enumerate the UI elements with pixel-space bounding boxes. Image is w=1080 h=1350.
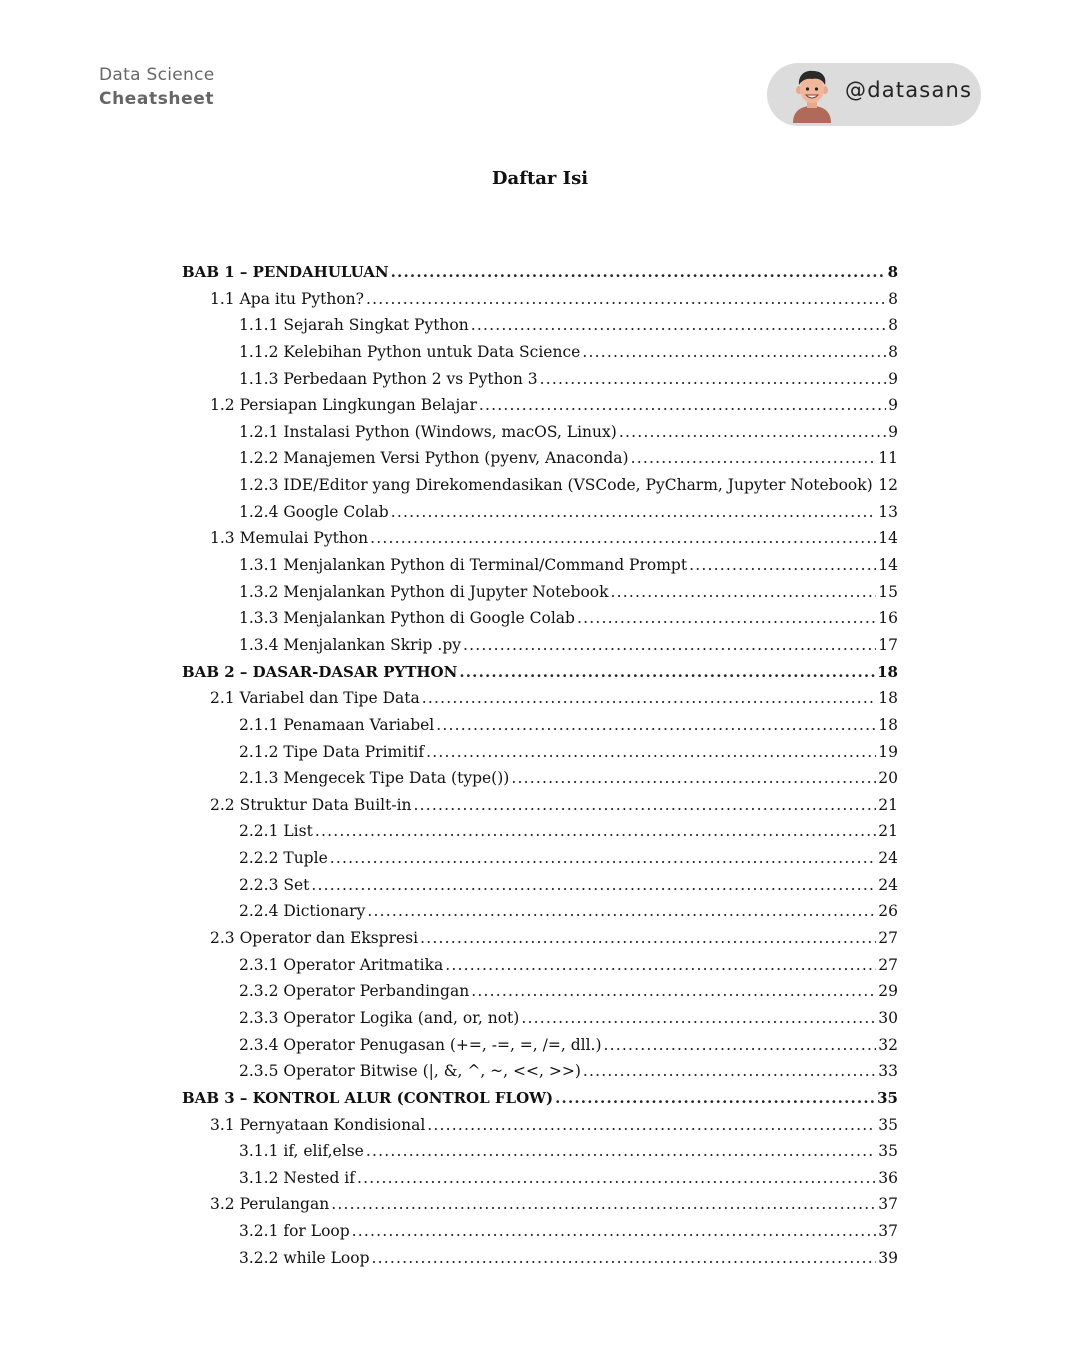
dot-leader	[875, 472, 877, 499]
toc-entry-page: 27	[878, 929, 898, 948]
toc-entry-label: 1.2 Persiapan Lingkungan Belajar	[210, 396, 477, 415]
toc-entry[interactable]	[182, 579, 898, 606]
toc-entry-page: 8	[888, 342, 898, 361]
toc-entry-label: 2.2.4 Dictionary	[239, 902, 366, 921]
toc-entry[interactable]	[182, 1112, 898, 1139]
dot-leader	[427, 1112, 876, 1139]
dot-leader	[436, 712, 876, 739]
dot-leader	[414, 792, 877, 819]
toc-entry[interactable]	[182, 312, 898, 339]
toc-entry-label: 2.3.2 Operator Perbandingan	[239, 982, 470, 1001]
dot-leader	[471, 978, 876, 1005]
toc-entry[interactable]	[182, 872, 898, 899]
dot-leader	[479, 392, 886, 419]
toc-entry-label: 1.3.1 Menjalankan Python di Terminal/Command Prompt	[239, 556, 688, 575]
toc-entry-label: BAB 1 – PENDAHULUAN	[182, 263, 389, 281]
toc-entry[interactable]	[182, 1218, 898, 1245]
toc-entry[interactable]	[182, 1165, 898, 1192]
dot-leader	[420, 925, 876, 952]
toc-entry-page: 37	[878, 1195, 898, 1214]
toc-entry-page: 26	[878, 902, 898, 921]
toc-entry-label: 3.2.1 for Loop	[239, 1222, 350, 1241]
dot-leader	[619, 419, 886, 446]
toc-entry-label: 1.1.2 Kelebihan Python untuk Data Science	[239, 342, 581, 361]
dot-leader	[445, 952, 876, 979]
toc-entry[interactable]	[182, 525, 898, 552]
toc-entry-page: 35	[877, 1088, 898, 1107]
dot-leader	[372, 1245, 877, 1272]
toc-entry-label: 1.2.3 IDE/Editor yang Direkomendasikan (VSCode, PyCharm, Jupyter Notebook)	[239, 476, 873, 495]
toc-entry-page: 27	[878, 955, 898, 974]
toc-entry-label: 1.2.4 Google Colab	[239, 502, 389, 521]
dot-leader	[367, 898, 876, 925]
dot-leader	[631, 445, 877, 472]
dot-leader	[689, 552, 876, 579]
toc-entry-label: 1.2.2 Manajemen Versi Python (pyenv, Anaconda)	[239, 449, 629, 468]
dot-leader	[366, 1138, 876, 1165]
toc-entry-page: 18	[878, 689, 898, 708]
toc-entry-page: 16	[878, 609, 898, 628]
toc-entry-page: 8	[887, 263, 898, 281]
toc-entry-page: 18	[878, 715, 898, 734]
toc-entry[interactable]	[182, 286, 898, 313]
dot-leader	[582, 339, 886, 366]
toc-entry-label: 2.2.1 List	[239, 822, 313, 841]
toc-entry-label: 2.1.2 Tipe Data Primitif	[239, 742, 425, 761]
toc-entry-label: 1.1.3 Perbedaan Python 2 vs Python 3	[239, 369, 538, 388]
toc-entry[interactable]	[182, 366, 898, 393]
toc-entry-page: 32	[878, 1035, 898, 1054]
toc-entry-page: 20	[878, 769, 898, 788]
dot-leader	[521, 1005, 876, 1032]
toc-entry[interactable]	[182, 925, 898, 952]
toc-entry[interactable]	[182, 605, 898, 632]
dot-leader	[366, 286, 886, 313]
toc-entry-label: 1.2.1 Instalasi Python (Windows, macOS, Linux)	[239, 422, 617, 441]
toc-entry[interactable]	[182, 259, 898, 286]
toc-entry-label: 2.1.1 Penamaan Variabel	[239, 715, 435, 734]
table-of-contents	[182, 259, 898, 1271]
dot-leader	[540, 366, 886, 393]
toc-entry[interactable]	[182, 445, 898, 472]
toc-entry-label: 2.3.3 Operator Logika (and, or, not)	[239, 1008, 520, 1027]
dot-leader	[330, 845, 877, 872]
toc-entry-label: 2.1.3 Mengecek Tipe Data (type())	[239, 769, 510, 788]
brand-header	[99, 63, 215, 111]
toc-entry-page: 18	[877, 662, 898, 681]
social-handle-badge	[767, 63, 981, 126]
dot-leader	[604, 1032, 877, 1059]
toc-entry[interactable]	[182, 499, 898, 526]
dot-leader	[370, 525, 876, 552]
toc-entry-label: BAB 2 – DASAR-DASAR PYTHON	[182, 662, 458, 681]
toc-entry[interactable]	[182, 632, 898, 659]
toc-entry[interactable]	[182, 1191, 898, 1218]
toc-entry[interactable]	[182, 1138, 898, 1165]
dot-leader	[357, 1165, 876, 1192]
toc-entry-label: 2.3.1 Operator Aritmatika	[239, 955, 444, 974]
dot-leader	[315, 818, 876, 845]
toc-entry[interactable]	[182, 659, 898, 686]
dot-leader	[459, 659, 875, 686]
toc-entry-label: 3.2 Perulangan	[210, 1195, 330, 1214]
toc-entry[interactable]	[182, 392, 898, 419]
toc-entry-label: 1.3.2 Menjalankan Python di Jupyter Notebook	[239, 582, 609, 601]
dot-leader	[577, 605, 876, 632]
toc-entry[interactable]	[182, 1245, 898, 1272]
toc-entry-label: 3.1.1 if, elif,else	[239, 1142, 364, 1161]
toc-entry[interactable]	[182, 472, 898, 499]
toc-entry-page: 9	[888, 369, 898, 388]
toc-entry[interactable]	[182, 339, 898, 366]
toc-entry[interactable]	[182, 845, 898, 872]
toc-entry-page: 35	[878, 1115, 898, 1134]
dot-leader	[471, 312, 886, 339]
toc-entry[interactable]	[182, 952, 898, 979]
toc-entry-page: 29	[878, 982, 898, 1001]
toc-entry[interactable]	[182, 978, 898, 1005]
toc-entry[interactable]	[182, 1005, 898, 1032]
toc-entry-label: 1.3.3 Menjalankan Python di Google Colab	[239, 609, 575, 628]
toc-entry-label: 2.2.2 Tuple	[239, 849, 328, 868]
toc-entry-label: 3.1 Pernyataan Kondisional	[210, 1115, 426, 1134]
toc-entry-page: 39	[878, 1248, 898, 1267]
toc-entry-label: 3.1.2 Nested if	[239, 1168, 356, 1187]
toc-entry[interactable]	[182, 419, 898, 446]
toc-entry-page: 33	[878, 1062, 898, 1081]
toc-entry-page: 8	[888, 316, 898, 335]
page-title: Daftar Isi	[491, 168, 589, 189]
toc-entry-page: 30	[878, 1008, 898, 1027]
toc-entry[interactable]	[182, 765, 898, 792]
dot-leader	[422, 685, 877, 712]
dot-leader	[555, 1085, 875, 1112]
toc-entry-label: 3.2.2 while Loop	[239, 1248, 370, 1267]
toc-entry-page: 19	[878, 742, 898, 761]
toc-entry-page: 9	[888, 396, 898, 415]
toc-entry-page: 8	[888, 289, 898, 308]
toc-entry[interactable]	[182, 1085, 898, 1112]
toc-entry-page: 14	[878, 529, 898, 548]
toc-entry[interactable]	[182, 685, 898, 712]
toc-entry-label: 2.3.5 Operator Bitwise (|, &, ^, ~, <<, >>)	[239, 1062, 581, 1081]
dot-leader	[311, 872, 876, 899]
toc-entry-label: 2.2.3 Set	[239, 875, 310, 894]
toc-entry-label: 2.3.4 Operator Penugasan (+=, -=, =, /=, dll.)	[239, 1035, 602, 1054]
toc-entry[interactable]	[182, 1058, 898, 1085]
dot-leader	[511, 765, 876, 792]
toc-entry[interactable]	[182, 1032, 898, 1059]
toc-entry-label: 1.1.1 Sejarah Singkat Python	[239, 316, 469, 335]
dot-leader	[391, 259, 886, 286]
toc-entry-page: 11	[878, 449, 898, 468]
toc-entry[interactable]	[182, 739, 898, 766]
toc-entry[interactable]	[182, 898, 898, 925]
toc-entry-page: 35	[878, 1142, 898, 1161]
toc-entry-page: 17	[878, 635, 898, 654]
toc-entry[interactable]	[182, 818, 898, 845]
toc-entry-label: 1.3.4 Menjalankan Skrip .py	[239, 635, 461, 654]
toc-entry-label: 1.1 Apa itu Python?	[210, 289, 364, 308]
toc-entry-page: 24	[878, 875, 898, 894]
dot-leader	[611, 579, 877, 606]
toc-entry-label: 1.3 Memulai Python	[210, 529, 369, 548]
dot-leader	[583, 1058, 876, 1085]
toc-entry[interactable]	[182, 712, 898, 739]
toc-entry-label: 2.2 Struktur Data Built-in	[210, 795, 412, 814]
dot-leader	[391, 499, 877, 526]
toc-entry-page: 15	[878, 582, 898, 601]
dot-leader	[426, 739, 876, 766]
toc-entry-page: 37	[878, 1222, 898, 1241]
brand-line-2: Cheatsheet	[99, 89, 215, 109]
toc-entry-page: 14	[878, 556, 898, 575]
toc-entry-label: 2.1 Variabel dan Tipe Data	[210, 689, 420, 708]
dot-leader	[463, 632, 876, 659]
handle-text: @datasans	[845, 78, 973, 102]
toc-entry-page: 21	[878, 822, 898, 841]
toc-entry-page: 21	[878, 795, 898, 814]
toc-entry[interactable]	[182, 792, 898, 819]
toc-entry-page: 9	[888, 422, 898, 441]
dot-leader	[352, 1218, 877, 1245]
toc-entry-page: 13	[878, 502, 898, 521]
toc-entry-label: 2.3 Operator dan Ekspresi	[210, 929, 419, 948]
toc-entry-page: 36	[878, 1168, 898, 1187]
toc-entry-page: 12	[878, 476, 898, 495]
toc-entry-label: BAB 3 – KONTROL ALUR (CONTROL FLOW)	[182, 1088, 554, 1107]
brand-line-1: Data Science	[99, 65, 215, 85]
dot-leader	[331, 1191, 876, 1218]
avatar-icon	[789, 69, 835, 123]
toc-entry-page: 24	[878, 849, 898, 868]
toc-entry[interactable]	[182, 552, 898, 579]
